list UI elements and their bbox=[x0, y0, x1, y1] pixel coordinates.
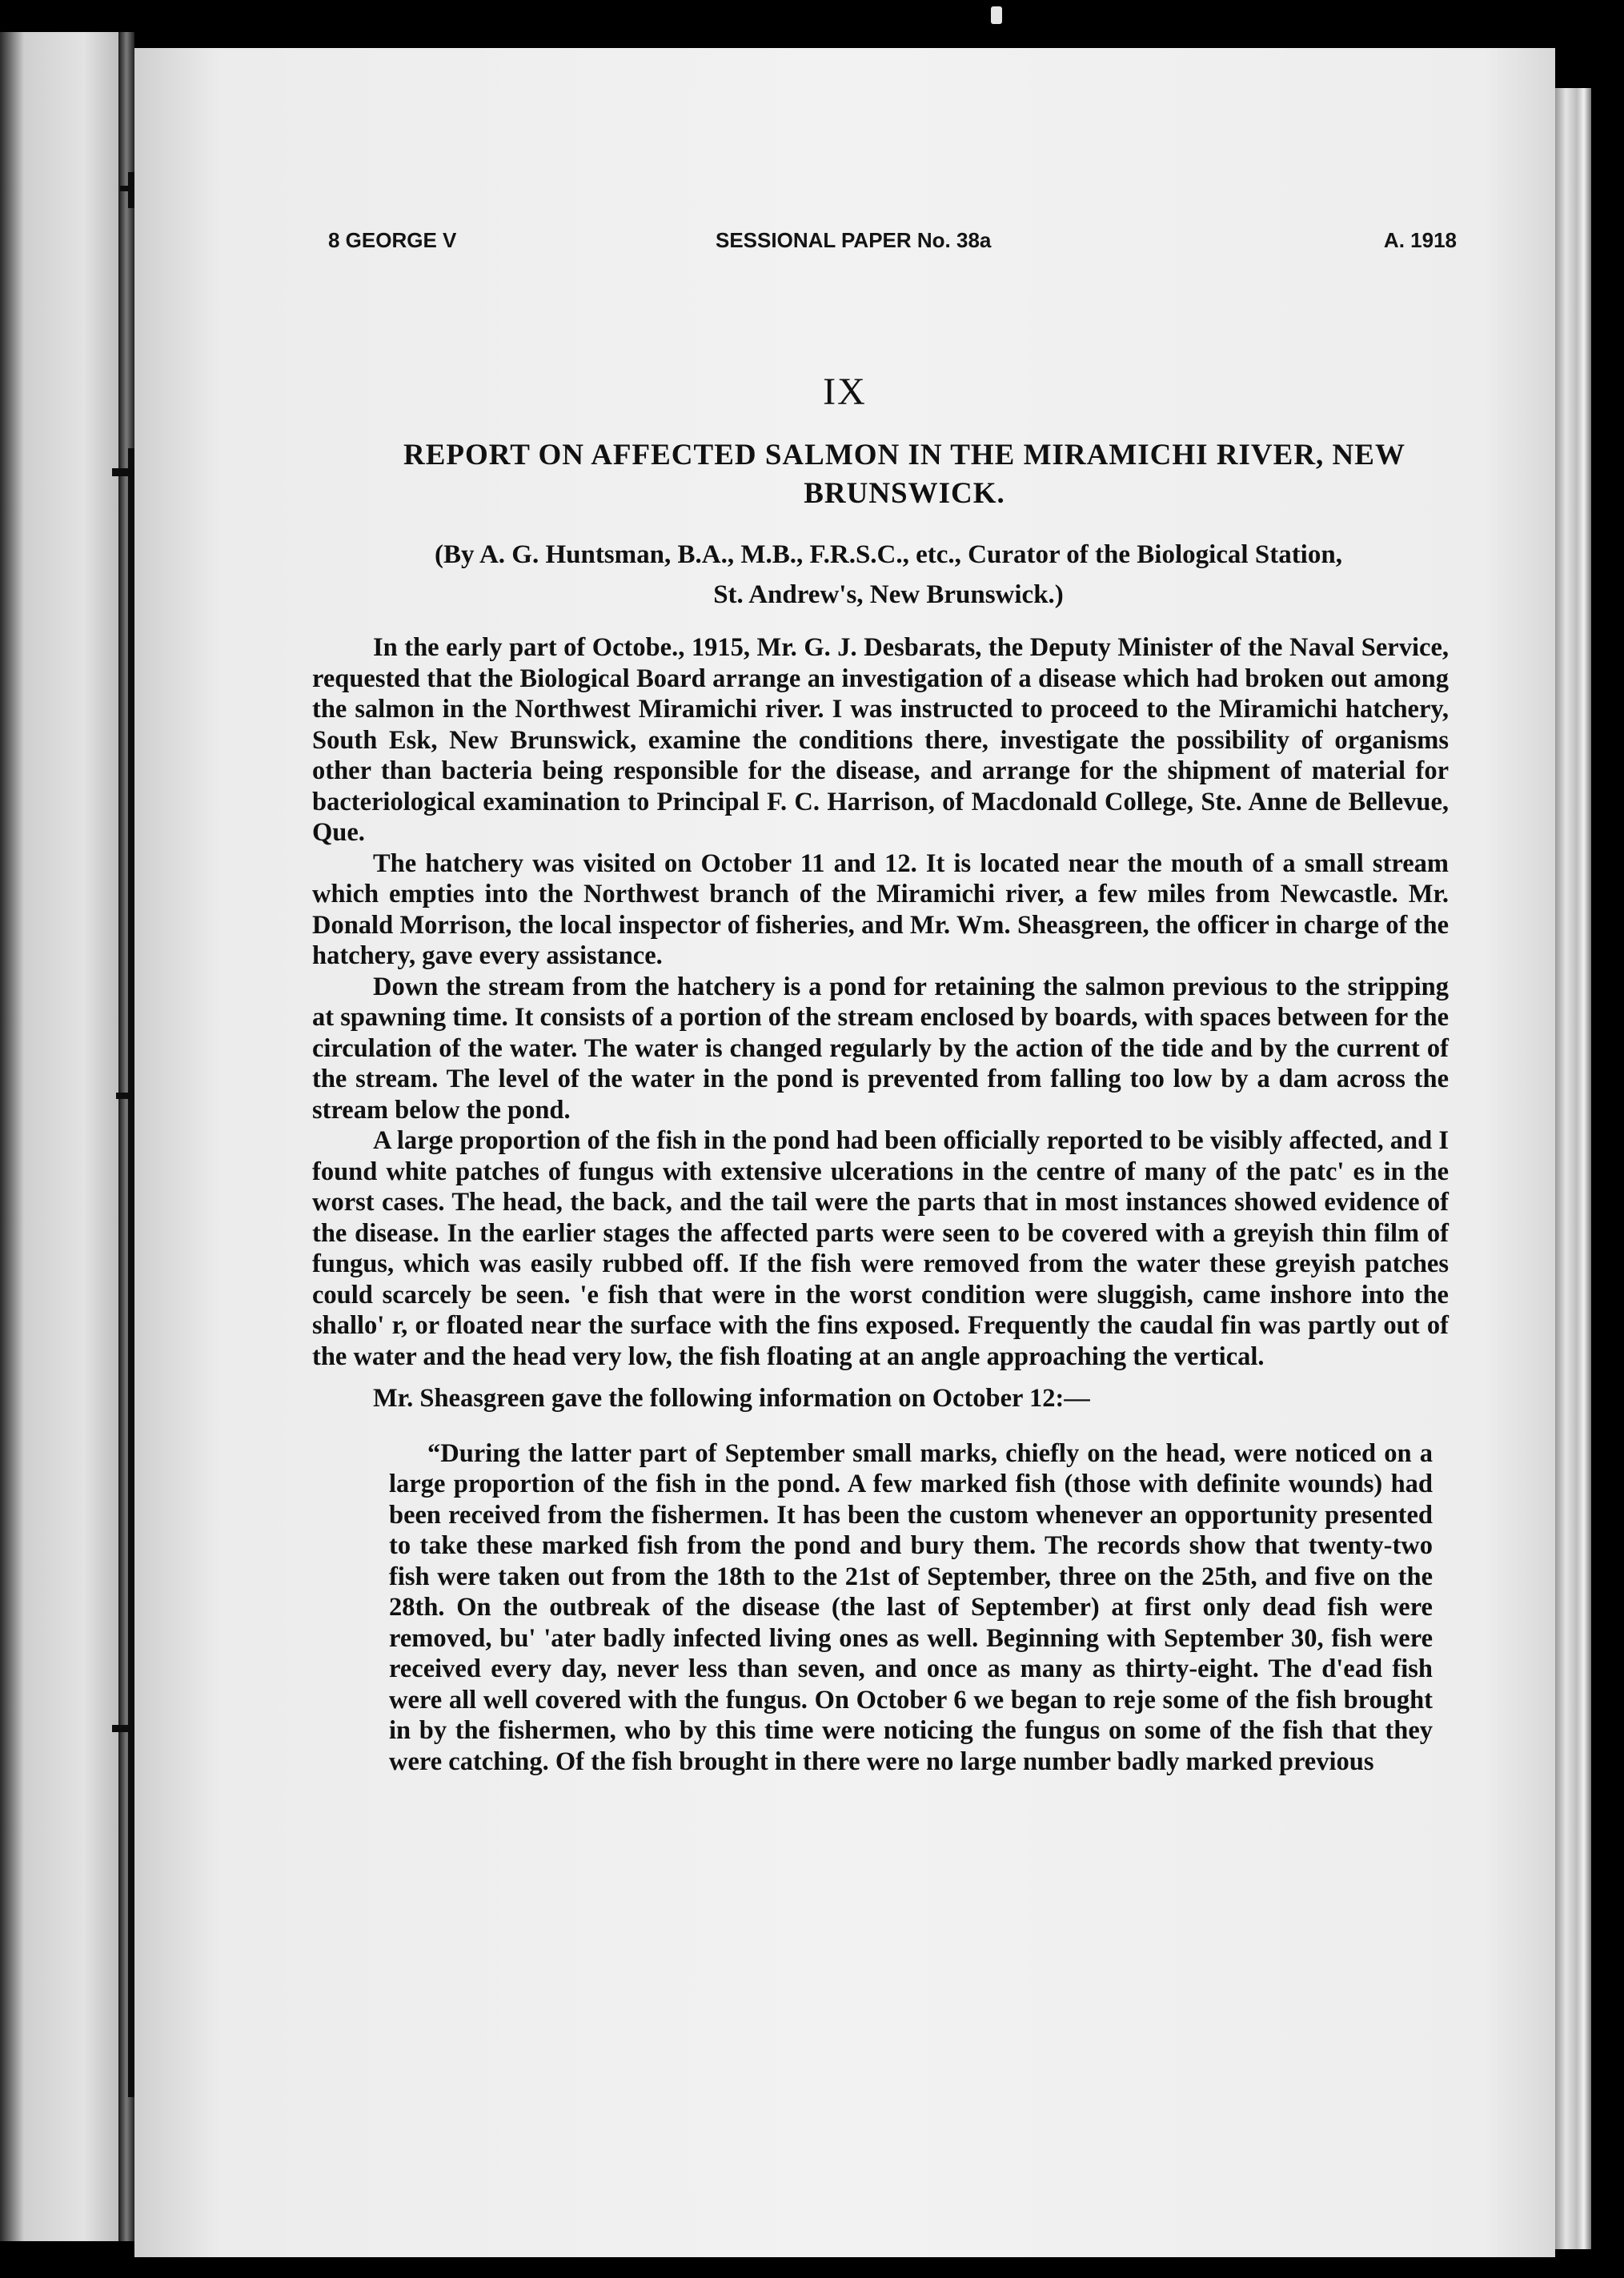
header-year: A. 1918 bbox=[1383, 228, 1457, 252]
header-regnal-year: 8 GEORGE V bbox=[328, 228, 457, 252]
report-title: REPORT ON AFFECTED SALMON IN THE MIRAMICHI RIVER, NEW BRUNSWICK. bbox=[403, 439, 1405, 510]
running-header bbox=[328, 228, 1457, 260]
paragraph: Mr. Sheasgreen gave the following information on October 12:— bbox=[373, 1384, 1090, 1413]
block-quote bbox=[312, 1438, 1449, 1778]
byline-line-2: St. Andrew's, New Brunswick.) bbox=[713, 580, 1064, 609]
author-byline bbox=[312, 535, 1465, 615]
chapter-numeral: IX bbox=[823, 371, 867, 413]
header-sessional-paper: SESSIONAL PAPER No. 38a bbox=[716, 228, 992, 252]
paragraph: A large proportion of the fish in the pond had been officially reported to be visibly affected, and I found white patches of fungus with extensive ulcerations in the centre of many of the patc' es in the worst cases. The head, the back, and the tail were the parts that in most instances showed evidence of the disease. In the earlier stages the affected parts were seen to be covered with a greyish thin film of fungus, which was easily rubbed off. If the fish were removed from the water these greyish patches could scarcely be seen. 'e fish that were in the worst condition were sluggish, came inshore into the shallo' r, or floated near the surface with the fins exposed. Frequently the caudal fin was partly out of the water and the head very low, the fish floating at an angle approaching the vertical. bbox=[312, 1126, 1449, 1371]
scan-mark bbox=[991, 6, 1002, 24]
byline-line-1: (By A. G. Huntsman, B.A., M.B., F.R.S.C., etc., Curator of the Biological Station, bbox=[435, 540, 1342, 569]
facing-page-edge bbox=[0, 32, 120, 2241]
quote-paragraph: “During the latter part of September small marks, chiefly on the head, were noticed on a large proportion of the fish in the pond. A few marked fish (those with definite wounds) had been received from the fishermen. It has been the custom whenever an opportunity presented to take these marked fish from the pond and bury them. The records show that twenty-two fish were taken out from the 18th to the 21st of September, three on the 25th, and five on the 28th. On the outbreak of the disease (the last of September) at first only dead fish were removed, bu' 'ater badly infected living ones as well. Beginning with September 30, fish were received every day, never less than seven, and once as many as thirty-eight. The d'ead fish were all well covered with the fungus. On October 6 we began to reje some of the fish brought in by the fishermen, who by this time were noticing the fungus on some of the fish that they were catching. Of the fish brought in there were no large number badly marked previous bbox=[389, 1438, 1433, 1776]
paragraph: In the early part of Octobe., 1915, Mr. G. J. Desbarats, the Deputy Minister of the Naval Service, requested that the Biological Board arrange an investigation of a disease which had broken out among the salmon in the Northwest Miramichi river. I was instructed to proceed to the Miramichi hatchery, South Esk, New Brunswick, examine the conditions there, investigate the possibility of organisms other than bacteria being responsible for the disease, and arrange for the shipment of material for bacteriological examination to Principal F. C. Harrison, of Macdonald College, Ste. Anne de Bellevue, Que. bbox=[312, 633, 1449, 847]
stitch-mark bbox=[128, 172, 134, 208]
paragraph: Down the stream from the hatchery is a pond for retaining the salmon previous to the stripping at spawning time. It consists of a portion of the stream enclosed by boards, with spaces between for the circulation of the water. The water is changed regularly by the action of the tide and by the current of the stream. The level of the water in the pond is prevented from falling too low by a dam across the stream below the pond. bbox=[312, 972, 1449, 1125]
report-body bbox=[312, 632, 1449, 1777]
page-stack-edge bbox=[1555, 88, 1591, 2249]
paragraph: The hatchery was visited on October 11 and 12. It is located near the mouth of a small stream which empties into the Northwest branch of the Miramichi river, a few miles from Newcastle. Mr. Donald Morrison, the local inspector of fisheries, and Mr. Wm. Sheasgreen, the officer in charge of the hatchery, gave every assistance. bbox=[312, 848, 1449, 970]
